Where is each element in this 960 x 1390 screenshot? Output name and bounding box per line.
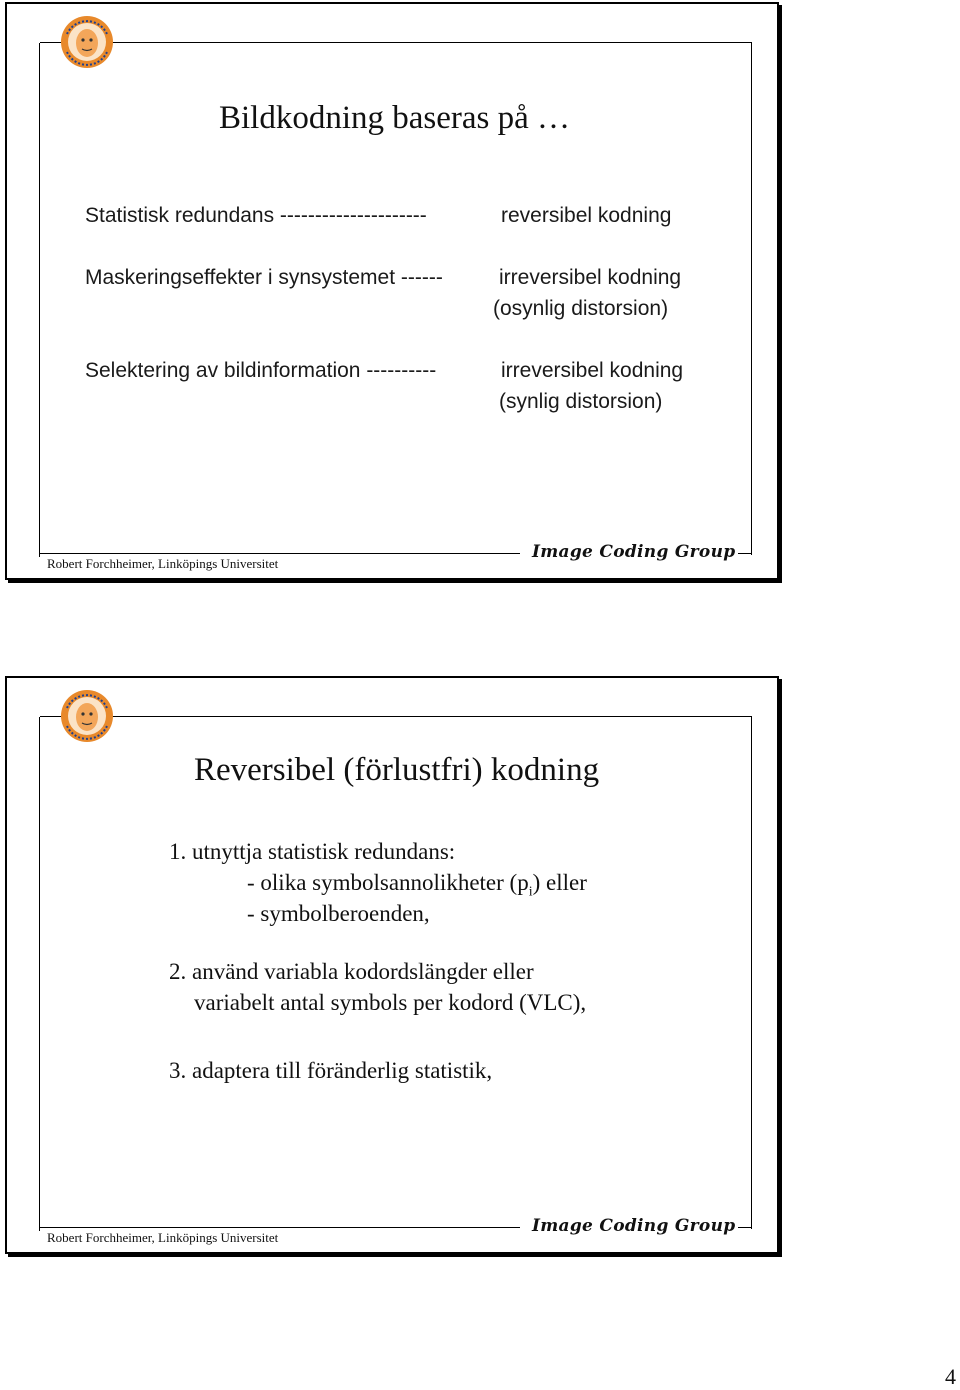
slide-2 bbox=[5, 676, 779, 1254]
footer-rule bbox=[40, 1227, 520, 1228]
brand-label: Image Coding Group bbox=[529, 542, 738, 562]
row-selektering-left: Selektering av bildinformation ---------- bbox=[85, 359, 437, 382]
slide-title: Bildkodning baseras på … bbox=[219, 100, 571, 136]
row-selektering-right: irreversibel kodning bbox=[501, 359, 684, 382]
image-coding-group-logo-icon bbox=[59, 14, 115, 70]
row-maskering-right2: (osynlig distorsion) bbox=[493, 297, 669, 320]
footer-author: Robert Forchheimer, Linköpings Universitet bbox=[47, 556, 279, 571]
row-selektering-right2: (synlig distorsion) bbox=[499, 390, 663, 413]
footer-rule bbox=[40, 553, 520, 554]
row-statistisk-right: reversibel kodning bbox=[501, 204, 672, 227]
item-1a: - olika symbolsannolikheter $(p_i)$ eller bbox=[247, 870, 587, 900]
slide-title: Reversibel (förlustfri) kodning bbox=[194, 752, 600, 788]
item-2: 2. använd variabla kodordslängder eller bbox=[169, 959, 534, 984]
brand-label: Image Coding Group bbox=[529, 1216, 738, 1236]
item-1: 1. utnyttja statistisk redundans: bbox=[169, 839, 456, 864]
image-coding-group-logo-icon bbox=[59, 688, 115, 744]
item-1b: - symbolberoenden, bbox=[247, 901, 430, 926]
row-maskering-left: Maskeringseffekter i synsystemet ------ bbox=[85, 266, 443, 289]
item-3: 3. adaptera till föränderlig statistik, bbox=[169, 1058, 493, 1083]
page-number: 4 bbox=[945, 1364, 956, 1389]
row-statistisk-left: Statistisk redundans --------------------- bbox=[85, 204, 427, 227]
footer-author: Robert Forchheimer, Linköpings Universitet bbox=[47, 1230, 279, 1245]
slide-1 bbox=[5, 2, 779, 580]
item-2b: variabelt antal symbols per kodord (VLC), bbox=[194, 990, 587, 1015]
row-maskering-right: irreversibel kodning bbox=[499, 266, 682, 289]
